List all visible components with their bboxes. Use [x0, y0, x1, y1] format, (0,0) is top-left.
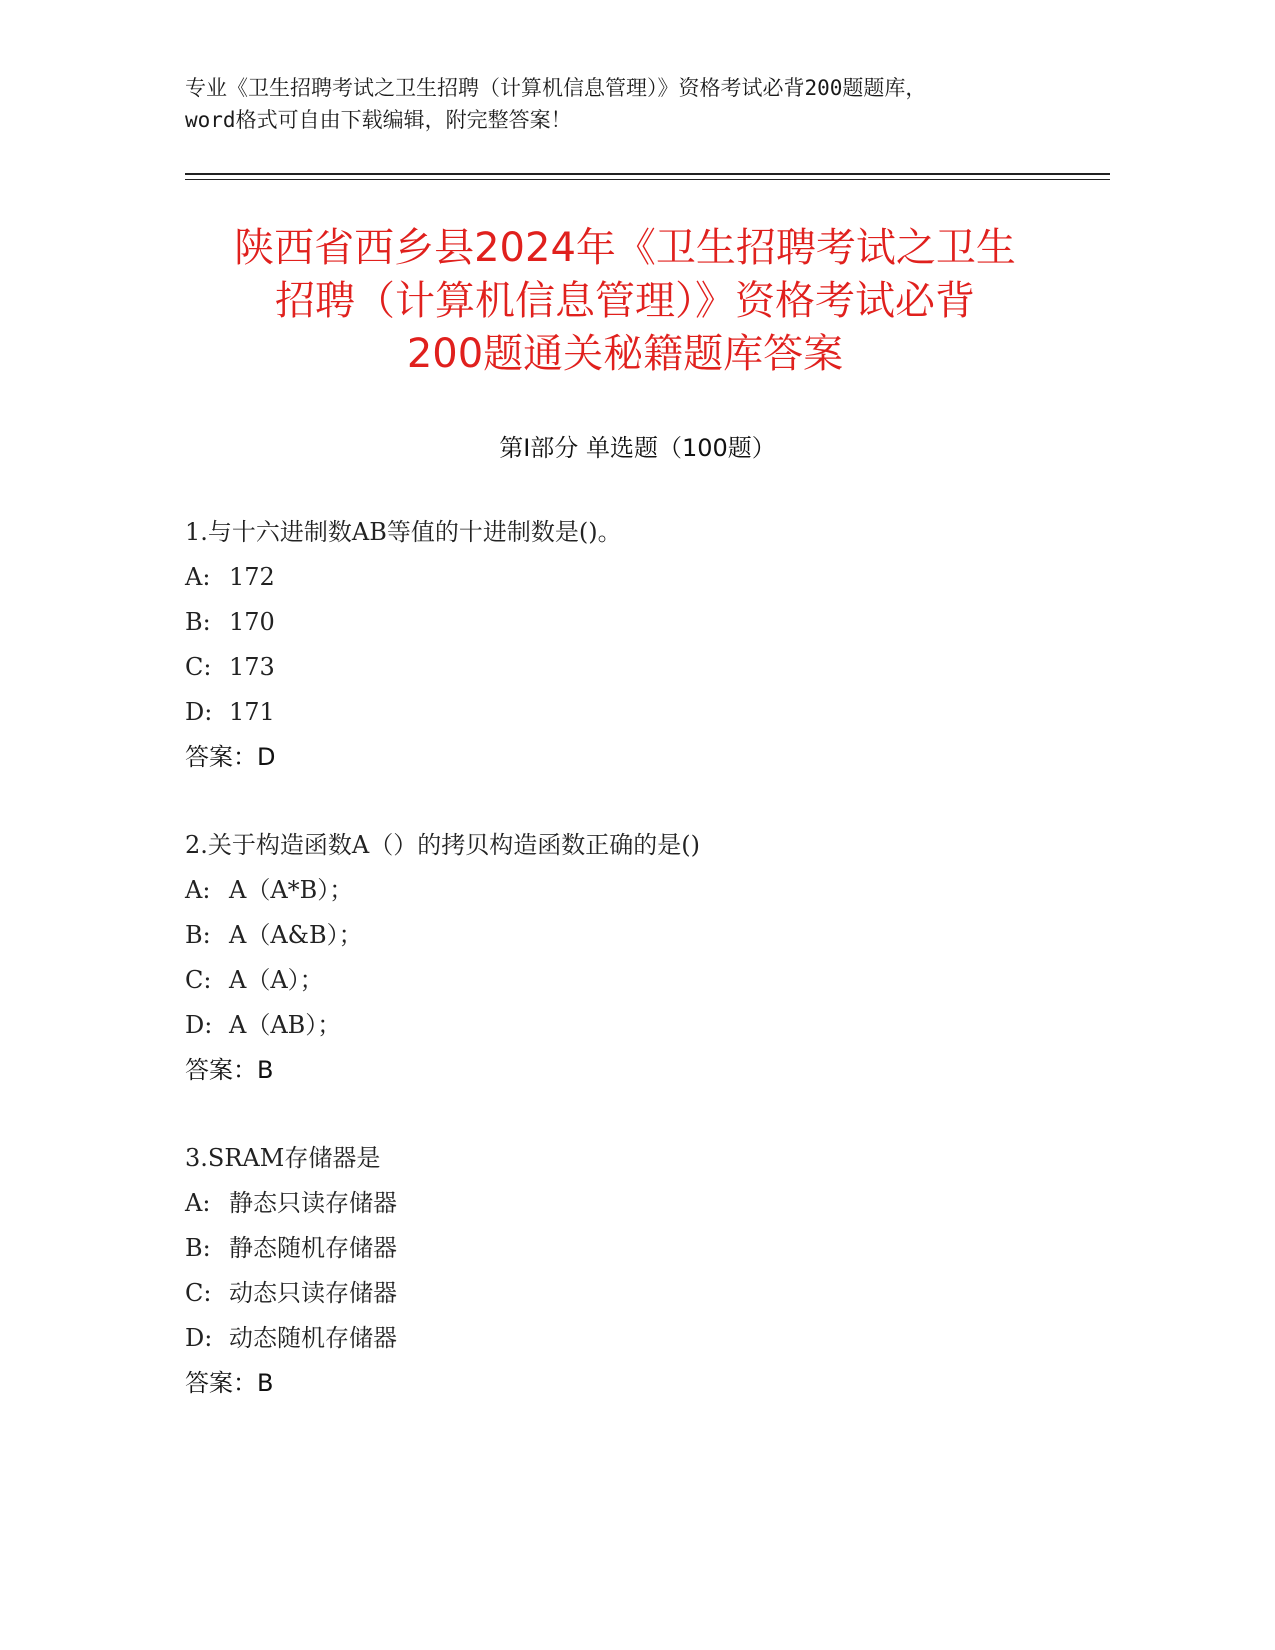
- question-item: [185, 823, 1085, 1093]
- option-a: [185, 1181, 1085, 1226]
- option-d: [185, 690, 1085, 735]
- option-letter: D:: [185, 1324, 213, 1352]
- option-text: A（A*B）；: [229, 876, 354, 904]
- option-text: A（A&B）；: [229, 921, 363, 949]
- option-c: [185, 645, 1085, 690]
- option-letter: C:: [185, 1279, 212, 1307]
- option-text: 静态随机存储器: [229, 1234, 397, 1262]
- option-text: 173: [229, 653, 275, 681]
- header-line-1: 专业《卫生招聘考试之卫生招聘（计算机信息管理）》资格考试必背200题题库，: [185, 76, 927, 100]
- option-letter: C:: [185, 653, 212, 681]
- option-letter: D:: [185, 698, 213, 726]
- option-letter: B:: [185, 1234, 211, 1262]
- option-text: 静态只读存储器: [229, 1189, 397, 1217]
- option-text: 171: [229, 698, 275, 726]
- title-line-3: 200题通关秘籍题库答案: [406, 331, 844, 377]
- option-letter: D:: [185, 1011, 213, 1039]
- answer-line: 答案：B: [185, 1369, 274, 1397]
- option-text: 172: [229, 563, 275, 591]
- option-text: 170: [229, 608, 275, 636]
- option-b: [185, 1226, 1085, 1271]
- document-header: [185, 72, 1105, 136]
- option-a: [185, 868, 1085, 913]
- option-a: [185, 555, 1085, 600]
- answer-line: 答案：D: [185, 743, 276, 771]
- option-letter: C:: [185, 966, 212, 994]
- option-b: [185, 600, 1085, 645]
- option-text: 动态随机存储器: [229, 1324, 397, 1352]
- option-letter: A:: [185, 563, 211, 591]
- question-stem: 2.关于构造函数A（）的拷贝构造函数正确的是(): [185, 831, 700, 859]
- option-text: A（A）；: [229, 966, 324, 994]
- header-line-2: word格式可自由下载编辑，附完整答案！: [185, 108, 572, 132]
- question-item: [185, 510, 1085, 780]
- option-text: A（AB）；: [229, 1011, 342, 1039]
- header-divider-thin: [185, 179, 1110, 180]
- option-letter: B:: [185, 608, 211, 636]
- option-d: [185, 1003, 1085, 1048]
- title-line-2: 招聘（计算机信息管理）》资格考试必背: [275, 278, 975, 324]
- question-stem: 1.与十六进制数AB等值的十进制数是()。: [185, 518, 622, 546]
- option-letter: B:: [185, 921, 211, 949]
- option-b: [185, 913, 1085, 958]
- option-d: [185, 1316, 1085, 1361]
- section-title: 第Ⅰ部分 单选题（100题）: [499, 434, 776, 462]
- document-title: [175, 222, 1075, 381]
- option-letter: A:: [185, 876, 211, 904]
- option-c: [185, 958, 1085, 1003]
- option-c: [185, 1271, 1085, 1316]
- header-divider-thick: [185, 173, 1110, 175]
- title-line-1: 陕西省西乡县2024年《卫生招聘考试之卫生: [234, 225, 1016, 271]
- answer-line: 答案：B: [185, 1056, 274, 1084]
- option-text: 动态只读存储器: [229, 1279, 397, 1307]
- option-letter: A:: [185, 1189, 211, 1217]
- question-stem: 3.SRAM存储器是: [185, 1144, 381, 1172]
- question-item: [185, 1136, 1085, 1406]
- question-list: [185, 510, 1085, 1449]
